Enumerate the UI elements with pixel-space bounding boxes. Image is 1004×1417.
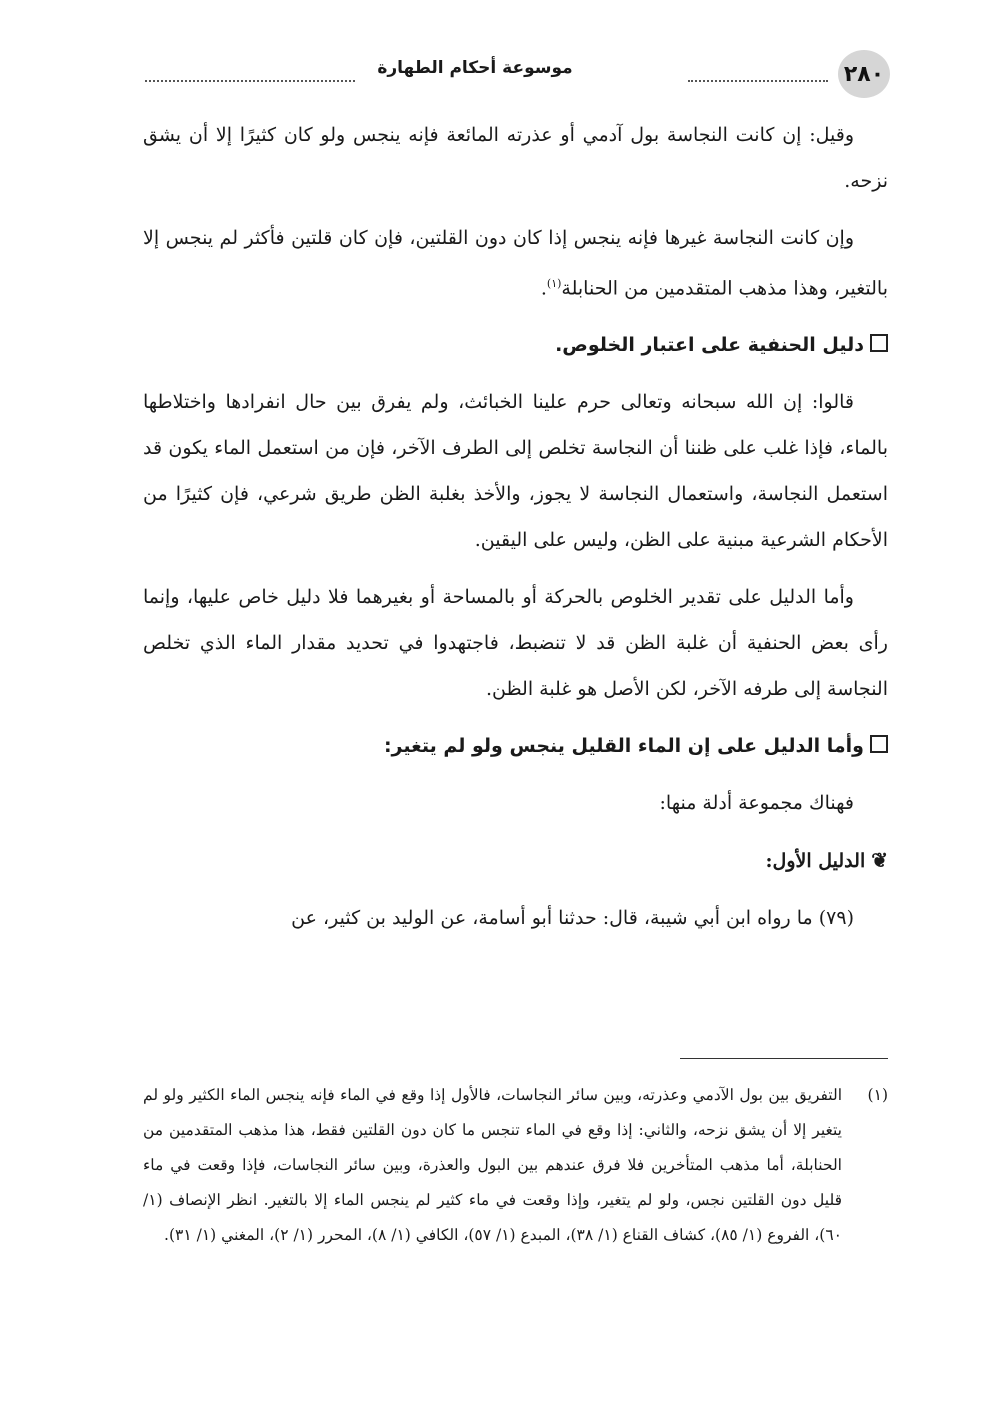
footnote-ref[interactable]: (١) <box>546 277 562 290</box>
footnote-number: (١) <box>867 1086 888 1104</box>
footnote <box>143 1078 888 1253</box>
checkbox-icon <box>870 334 888 352</box>
footnote-text: التفريق بين بول الآدمي وعذرته، وبين سائر النجاسات، فالأول إذا وقع في الماء فإنه ينجس الماء الكثير ولو لم يتغير إلا أن يشق نزحه، والثاني: إذا وقع في الماء تنجس ما كان دون القلتين فقط، هذا مذهب المتقدمين من الحنابلة، أما مذهب المتأخرين فلا فرق عندهم بين البول والعذرة، وبين سائر النجاسات، فإذا وقعت في ماء قليل دون القلتين نجس، ولو لم يتغير، وإذا وقعت في ماء كثير لم ينجس الماء إلا بالتغير. انظر الإنصاف (١/ ٦٠)، الفروع (١/ ٨٥)، كشاف القناع (١/ ٣٨)، المبدع (١/ ٥٧)، الكافي (١/ ٨)، المحرر (١/ ٢)، المغني (١/ ٣١). <box>143 1086 842 1244</box>
paragraph-2-end: . <box>540 277 547 300</box>
page-number: ٢٨٠ <box>838 50 890 98</box>
evidence-heading-text: الدليل الأول: <box>765 850 866 873</box>
header-dots-left <box>145 80 355 82</box>
section-heading-hanafi-text: دليل الحنفية على اعتبار الخلوص. <box>555 334 864 357</box>
evidence-heading <box>143 837 888 884</box>
paragraph-2 <box>143 215 888 311</box>
section-heading-hanafi <box>143 322 888 368</box>
header-dots-right <box>688 80 828 82</box>
paragraph-6: (٧٩) ما رواه ابن أبي شيبة، قال: حدثنا أبو أسامة، عن الوليد بن كثير، عن <box>291 907 854 930</box>
section-heading-little-water <box>143 723 888 769</box>
book-title: موسوعة أحكام الطهارة <box>377 58 573 78</box>
paragraph-1: وقيل: إن كانت النجاسة بول آدمي أو عذرته المائعة فإنه ينجس ولو كان كثيرًا إلا أن يشق نزحه. <box>143 124 888 192</box>
paragraph-3: قالوا: إن الله سبحانه وتعالى حرم علينا الخبائث، ولم يفرق بين حال انفرادها واختلاطها بالماء، فإذا غلب على ظننا أن النجاسة تخلص إلى الطرف الآخر، فإن من استعمل الماء يكون قد استعمل النجاسة، واستعمال النجاسة لا يجوز، والأخذ بغلبة الظن طريق شرعي، فإن كثيرًا من الأحكام الشرعية مبنية على الظن، وليس على اليقين. <box>143 391 888 552</box>
leaf-icon: ❦ <box>871 848 888 873</box>
section-heading-little-water-text: وأما الدليل على إن الماء القليل ينجس ولو لم يتغير: <box>383 735 864 758</box>
checkbox-icon <box>870 735 888 753</box>
main-text <box>143 112 888 952</box>
paragraph-5: فهناك مجموعة أدلة منها: <box>659 792 854 815</box>
paragraph-2-text: وإن كانت النجاسة غيرها فإنه ينجس إذا كان دون القلتين، فإن كان قلتين فأكثر لم ينجس إلا بالتغير، وهذا مذهب المتقدمين من الحنابلة <box>143 227 888 300</box>
paragraph-4: وأما الدليل على تقدير الخلوص بالحركة أو بالمساحة أو بغيرهما فلا دليل خاص عليها، وإنما رأى بعض الحنفية أن غلبة الظن قد لا تنضبط، فاجتهدوا في تحديد مقدار الماء الذي تخلص النجاسة إلى طرفه الآخر، لكن الأصل هو غلبة الظن. <box>143 586 888 701</box>
footnote-divider <box>680 1058 888 1059</box>
page-header <box>140 50 890 100</box>
